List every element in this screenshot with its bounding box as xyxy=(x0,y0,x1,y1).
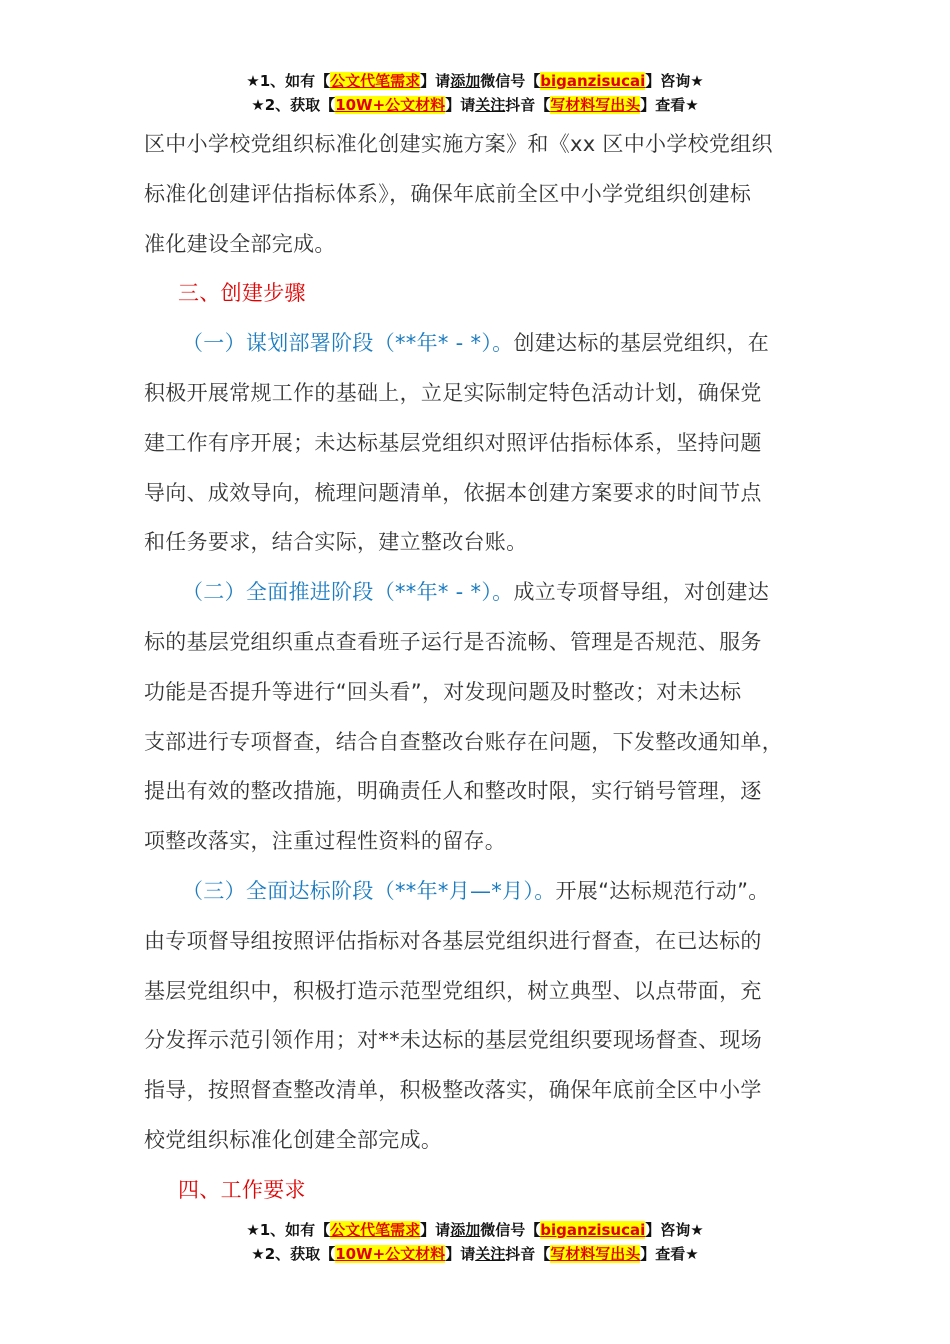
highlight: 10W+公文材料 xyxy=(335,1245,446,1263)
highlight: 10W+公文材料 xyxy=(335,96,446,114)
promo-line-1 xyxy=(0,69,950,93)
paragraph-line: 标准化创建评估指标体系》，确保年底前全区中小学党组织创建标 xyxy=(144,181,752,206)
paragraph-line: 提出有效的整改措施，明确责任人和整改时限，实行销号管理，逐 xyxy=(144,779,762,804)
t: 开展“达标规范行动”。 xyxy=(555,878,770,903)
document-body xyxy=(144,120,844,1216)
section-heading: 三、创建步骤 xyxy=(178,281,306,306)
highlight: 写材料写出头 xyxy=(550,96,641,114)
t: 创建达标的基层党组织，在 xyxy=(513,331,770,356)
promo-line-1 xyxy=(0,1218,950,1242)
paragraph-line: 支部进行专项督查，结合自查整改台账存在问题，下发整改通知单， xyxy=(144,729,783,754)
paragraph-line: 分发挥示范引领作用；对**未达标的基层党组织要现场督查、现场 xyxy=(144,1028,762,1053)
t: 关注 xyxy=(475,1245,506,1263)
highlight: 写材料写出头 xyxy=(550,1245,641,1263)
t: 】请 xyxy=(420,1221,451,1239)
t: 微信号【 xyxy=(480,72,541,90)
highlight: 公文代笔需求 xyxy=(330,1221,421,1239)
t: 】咨询★ xyxy=(645,1221,704,1239)
paragraph-line: 区中小学校党组织标准化创建实施方案》和《xx 区中小学校党组织 xyxy=(144,132,773,156)
subsection-1 xyxy=(144,319,844,369)
t: 】请 xyxy=(445,96,476,114)
t: ★2、获取【 xyxy=(251,96,336,114)
promo-line-2 xyxy=(0,93,950,117)
highlight: biganzisucai xyxy=(540,1221,646,1239)
paragraph-line: 基层党组织中，积极打造示范型党组织，树立典型、以点带面，充 xyxy=(144,978,762,1003)
paragraph-line: 功能是否提升等进行“回头看”，对发现问题及时整改；对未达标 xyxy=(144,679,742,704)
t: 】请 xyxy=(445,1245,476,1263)
t: ★2、获取【 xyxy=(251,1245,336,1263)
t: 】咨询★ xyxy=(645,72,704,90)
paragraph-line: 指导，按照督查整改清单，积极整改落实，确保年底前全区中小学 xyxy=(144,1078,762,1103)
promo-line-2 xyxy=(0,1242,950,1266)
promo-banner-bottom xyxy=(0,1218,950,1266)
t: ★1、如有【 xyxy=(246,1221,331,1239)
paragraph-line: 和任务要求，结合实际，建立整改台账。 xyxy=(144,530,528,555)
subsection-2 xyxy=(144,568,844,618)
promo-banner-top xyxy=(0,69,950,117)
paragraph-line: 项整改落实，注重过程性资料的留存。 xyxy=(144,829,507,854)
paragraph-line: 建工作有序开展；未达标基层党组织对照评估指标体系，坚持问题 xyxy=(144,430,762,455)
t: ★1、如有【 xyxy=(246,72,331,90)
highlight: 公文代笔需求 xyxy=(330,72,421,90)
t: 】查看★ xyxy=(640,96,699,114)
subsection-3 xyxy=(144,867,844,917)
t: 添加 xyxy=(450,72,481,90)
subsection-title: （三）全面达标阶段（**年*月—*月）。 xyxy=(182,878,556,903)
t: 成立专项督导组，对创建达 xyxy=(513,580,770,605)
subsection-title: （一）谋划部署阶段（**年* - *）。 xyxy=(182,331,514,356)
paragraph-line: 积极开展常规工作的基础上，立足实际制定特色活动计划，确保党 xyxy=(144,380,762,405)
t: 抖音【 xyxy=(505,96,551,114)
paragraph-line: 由专项督导组按照评估指标对各基层党组织进行督查，在已达标的 xyxy=(144,928,762,953)
t: 】查看★ xyxy=(640,1245,699,1263)
paragraph-line: 校党组织标准化创建全部完成。 xyxy=(144,1127,443,1152)
t: 抖音【 xyxy=(505,1245,551,1263)
section-heading: 四、工作要求 xyxy=(178,1177,306,1202)
t: 关注 xyxy=(475,96,506,114)
paragraph-line: 标的基层党组织重点查看班子运行是否流畅、管理是否规范、服务 xyxy=(144,629,762,654)
t: 添加 xyxy=(450,1221,481,1239)
highlight: biganzisucai xyxy=(540,72,646,90)
t: 】请 xyxy=(420,72,451,90)
paragraph-line: 导向、成效导向，梳理问题清单，依据本创建方案要求的时间节点 xyxy=(144,480,762,505)
subsection-title: （二）全面推进阶段（**年* - *）。 xyxy=(182,580,514,605)
t: 微信号【 xyxy=(480,1221,541,1239)
paragraph-line: 准化建设全部完成。 xyxy=(144,231,336,256)
